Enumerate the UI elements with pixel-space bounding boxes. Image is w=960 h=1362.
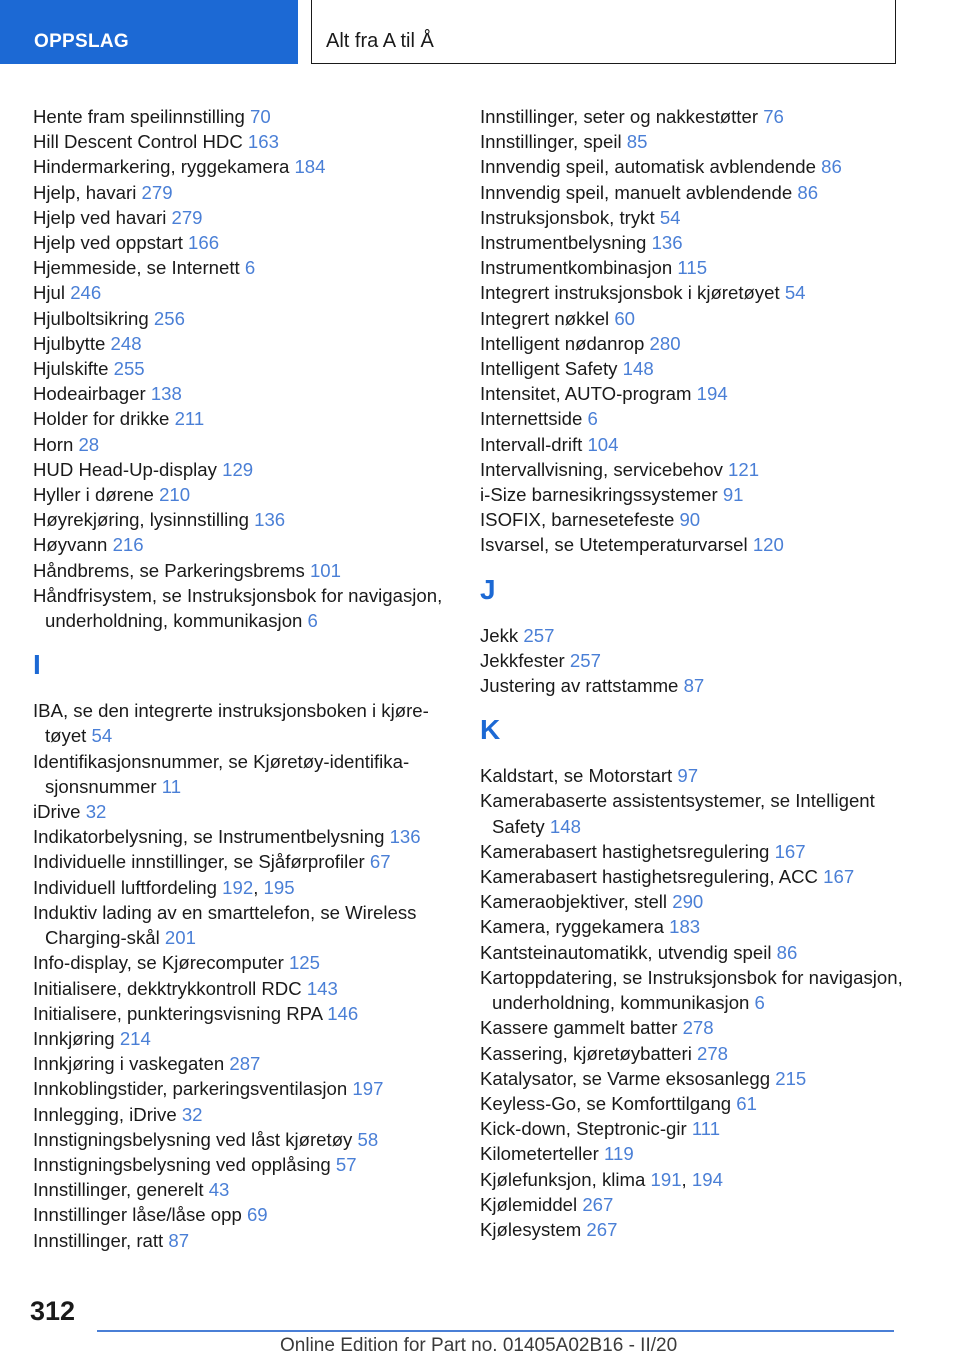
index-term: Innkjøring i vaskegaten	[33, 1053, 230, 1075]
index-term: Intervallvisning, servicebehov	[480, 458, 729, 480]
index-term: Intelligent nødanrop	[480, 332, 650, 354]
index-term: Kaldstart, se Motorstart	[480, 765, 678, 787]
page-reference-link[interactable]: 76	[763, 106, 784, 127]
index-term: Instrumentbelysning	[480, 232, 652, 254]
index-letter-heading: J	[480, 573, 496, 605]
index-term: Individuell luftfordeling	[33, 876, 223, 898]
index-term: Holder for drikke	[33, 408, 175, 430]
index-term: Innstillinger, ratt	[33, 1229, 169, 1251]
page-reference-link[interactable]: 167	[774, 840, 806, 862]
page-reference-link[interactable]: 86	[776, 941, 798, 963]
index-entry	[480, 180, 910, 205]
page-reference-link[interactable]: 201	[164, 927, 196, 949]
index-term: Kassere gammelt batter	[480, 1017, 683, 1039]
page-reference-link[interactable]: 163	[247, 131, 279, 153]
index-entry	[480, 965, 910, 1015]
page-reference-link[interactable]: 214	[119, 1027, 151, 1049]
index-term: Initialisere, dekktrykkontroll RDC	[33, 977, 307, 999]
index-entry	[480, 623, 910, 648]
index-entry	[33, 507, 463, 532]
index-entry	[480, 889, 910, 914]
index-term: Kantsteinautomatikk, utvendig speil	[480, 941, 777, 963]
index-entry	[33, 583, 463, 633]
index-term: Innstillinger, speil	[480, 131, 627, 153]
index-term: Innvendig speil, automatisk avblendende	[480, 156, 822, 178]
index-entry	[33, 230, 463, 255]
page-reference-link[interactable]: 216	[112, 534, 144, 556]
index-entry	[33, 849, 463, 874]
index-entry	[33, 1228, 463, 1253]
index-term: Hjulboltsikring	[33, 307, 154, 329]
index-term: HUD Head-Up-display	[33, 458, 223, 480]
index-term: Kamerabaserte assistentsystemer, se Intelligent Safety	[480, 790, 875, 837]
index-term: Hodeairbager	[33, 383, 151, 405]
index-entry	[33, 356, 463, 381]
index-term: Innvendig speil, manuelt avblendende	[480, 181, 798, 203]
index-entry	[33, 824, 463, 849]
page-reference-link[interactable]: 6	[587, 408, 598, 430]
page-reference-link[interactable]: 278	[682, 1017, 714, 1039]
index-term: Katalysator, se Varme eksosanlegg	[480, 1067, 776, 1089]
index-entry	[33, 180, 463, 205]
page-reference-link[interactable]: 54	[659, 206, 681, 228]
index-term: Initialisere, punkteringsvisning RPA	[33, 1002, 328, 1024]
page-reference-link[interactable]: 136	[389, 826, 421, 848]
page-reference-link[interactable]: 195	[263, 876, 295, 898]
page-reference-link[interactable]: 197	[352, 1078, 384, 1100]
index-term: IBA, se den integrerte instruksjonsboken i kjøretøyet	[33, 700, 429, 747]
index-entry	[480, 205, 910, 230]
page-reference-link[interactable]: 267	[586, 1218, 618, 1240]
page-reference-link[interactable]: 138	[150, 383, 182, 405]
index-entry	[33, 457, 463, 482]
index-entry	[33, 154, 463, 179]
page-reference-link[interactable]: 136	[254, 509, 286, 531]
index-entry	[480, 154, 910, 179]
index-entry	[480, 914, 910, 939]
page-reference-link[interactable]: 183	[669, 916, 701, 938]
index-term: Hjelp ved havari	[33, 206, 172, 228]
index-entry	[33, 698, 463, 748]
index-entry	[480, 839, 910, 864]
page-reference-link[interactable]: 211	[174, 408, 205, 430]
page-reference-link[interactable]: 280	[649, 332, 681, 354]
index-term: i-Size barnesikringssystemer	[480, 484, 723, 506]
index-entry	[480, 129, 910, 154]
index-entry	[33, 331, 463, 356]
index-term: Identifikasjonsnummer, se Kjøretøy-identifikasjonsnummer	[33, 750, 410, 797]
index-entry	[33, 950, 463, 975]
page-reference-link[interactable]: 54	[91, 725, 113, 747]
page-reference-link[interactable]: 120	[752, 534, 784, 556]
index-term: Innkoblingstider, parkeringsventilasjon	[33, 1078, 353, 1100]
index-term: Hjulskifte	[33, 358, 114, 380]
index-term: Innstigningsbelysning ved opplåsing	[33, 1153, 336, 1175]
index-term: Hjelp ved oppstart	[33, 232, 189, 254]
index-term: Keyless-Go, se Komforttilgang	[480, 1092, 737, 1114]
index-term: Hjulbytte	[33, 332, 111, 354]
page-reference-link[interactable]: 87	[168, 1229, 190, 1251]
page-reference-link[interactable]: 90	[679, 509, 701, 531]
index-term: Kamerabasert hastighetsregulering	[480, 840, 775, 862]
page-reference-link[interactable]: 146	[327, 1002, 359, 1024]
index-term: Innstigningsbelysning ved låst kjøretøy	[33, 1128, 358, 1150]
page-reference-link[interactable]: 57	[335, 1153, 357, 1175]
index-entry	[480, 356, 910, 381]
page-reference-link[interactable]: 101	[309, 559, 341, 581]
index-term: Kjølesystem	[480, 1218, 587, 1240]
page-number: 312	[30, 1296, 76, 1326]
page-reference-link[interactable]: 215	[775, 1067, 807, 1089]
index-entry	[33, 1127, 463, 1152]
index-entry	[33, 976, 463, 1001]
index-entry	[480, 788, 910, 838]
index-entry	[480, 457, 910, 482]
index-entry	[480, 532, 910, 557]
index-term: Instrumentkombinasjon	[480, 257, 678, 279]
index-entry	[33, 1076, 463, 1101]
page-reference-link[interactable]: 104	[587, 433, 619, 455]
index-entry	[480, 648, 910, 673]
index-entry	[480, 763, 910, 788]
index-term: Internettside	[480, 408, 588, 430]
index-entry	[33, 280, 463, 305]
page-reference-link[interactable]: 257	[523, 624, 555, 646]
page-reference-link[interactable]: 32	[181, 1103, 203, 1125]
index-term: Innstillinger, seter og nakkestøtter	[480, 106, 764, 127]
index-entry	[33, 482, 463, 507]
page-reference-link[interactable]: 148	[622, 358, 654, 380]
index-term: Horn	[33, 433, 79, 455]
index-entry	[33, 900, 463, 950]
page-reference-link[interactable]: 111	[691, 1118, 721, 1140]
page-reference-link[interactable]: 191	[650, 1168, 682, 1190]
index-term: Justering av rattstamme	[480, 675, 684, 697]
index-entry: Individuell luftfordeling 192, 195	[33, 876, 295, 898]
index-entry	[480, 432, 910, 457]
chapter-title: Alt fra A til Å	[311, 0, 896, 64]
index-entry	[480, 864, 910, 889]
page-reference-link[interactable]: 70	[250, 106, 271, 127]
page-reference-link[interactable]: 184	[294, 156, 326, 178]
page-reference-link[interactable]: 255	[113, 358, 145, 380]
index-column-left	[33, 104, 463, 1253]
index-entry	[33, 1102, 463, 1127]
index-term: Hjelp, havari	[33, 181, 142, 203]
index-entry	[33, 1202, 463, 1227]
footer-divider	[97, 1330, 894, 1332]
index-entry	[480, 1091, 910, 1116]
index-term: ISOFIX, barnesetefeste	[480, 509, 680, 531]
page-reference-link[interactable]: 58	[357, 1128, 379, 1150]
index-entry	[480, 381, 910, 406]
page-reference-link[interactable]: 115	[677, 257, 708, 279]
index-entry	[33, 1026, 463, 1051]
index-term: Intervall-drift	[480, 433, 588, 455]
page-reference-link[interactable]: 6	[244, 257, 256, 279]
index-entry: Kjølefunksjon, klima 191, 194	[480, 1168, 723, 1190]
index-term: Kjølefunksjon, klima	[480, 1168, 651, 1190]
index-entry	[480, 230, 910, 255]
index-entry	[480, 482, 910, 507]
index-term: Hyller i dørene	[33, 484, 160, 506]
index-entry	[33, 1152, 463, 1177]
index-entry	[480, 104, 910, 129]
page-reference-link[interactable]: 246	[70, 282, 102, 304]
page-reference-link[interactable]: 210	[159, 484, 191, 506]
page-reference-link[interactable]: 279	[171, 206, 203, 228]
page-reference-link[interactable]: 148	[549, 815, 581, 837]
index-entry	[480, 306, 910, 331]
edition-footer: Online Edition for Part no. 01405A02B16 - II/20	[280, 1335, 678, 1356]
index-term: Kameraobjektiver, stell	[480, 891, 673, 913]
index-entry	[33, 799, 463, 824]
page-reference-link[interactable]: 6	[307, 610, 318, 632]
page-reference-link[interactable]: 248	[110, 332, 142, 354]
index-term: Kilometerteller	[480, 1143, 605, 1165]
index-term: Innstillinger låse/låse opp	[33, 1204, 247, 1226]
index-term: Hill Descent Control HDC	[33, 131, 248, 153]
index-term: Høyrekjøring, lysinnstilling	[33, 509, 255, 531]
index-term: Instruksjonsbok, trykt	[480, 206, 660, 228]
index-entry	[480, 1066, 910, 1091]
index-term: Info-display, se Kjørecomputer	[33, 952, 289, 974]
page-reference-link[interactable]: 287	[229, 1053, 261, 1075]
page-reference-link[interactable]: 121	[728, 458, 760, 480]
page-reference-link[interactable]: 54	[784, 282, 806, 304]
index-term: Kartoppdatering, se Instruksjonsbok for navigasjon, underholdning, kommunikasjon	[480, 966, 903, 1014]
page-reference-link[interactable]: 129	[222, 458, 254, 480]
page-reference-link[interactable]: 167	[823, 866, 855, 888]
index-entry	[480, 940, 910, 965]
index-entry	[33, 255, 463, 280]
index-entry	[480, 331, 910, 356]
index-entry	[33, 205, 463, 230]
page-reference-link[interactable]: 194	[696, 383, 728, 405]
page-reference-link[interactable]: 278	[697, 1042, 729, 1064]
page-reference-link[interactable]: 97	[677, 765, 699, 787]
page-reference-link[interactable]: 279	[141, 181, 173, 203]
page-reference-link[interactable]: 69	[246, 1204, 268, 1226]
index-term: Integrert instruksjonsbok i kjøretøyet	[480, 282, 785, 304]
index-term: iDrive	[33, 801, 86, 823]
index-entry	[33, 432, 463, 457]
index-term: Hindermarkering, ryggekamera	[33, 156, 295, 178]
index-letter-heading: K	[480, 714, 501, 746]
index-entry	[480, 1015, 910, 1040]
page-reference-link[interactable]: 28	[78, 433, 100, 455]
index-entry	[480, 255, 910, 280]
index-term: Kamera, ryggekamera	[480, 916, 670, 938]
page-reference-link[interactable]: 256	[153, 307, 185, 329]
index-entry	[33, 558, 463, 583]
index-entry	[480, 1192, 910, 1217]
index-entry	[480, 1217, 910, 1242]
index-term: Indikatorbelysning, se Instrumentbelysning	[33, 826, 390, 848]
index-entry	[33, 306, 463, 331]
page-reference-link[interactable]: 91	[722, 484, 744, 506]
index-letter-heading: I	[33, 649, 41, 681]
page-reference-link[interactable]: 143	[306, 977, 338, 999]
index-term: Induktiv lading av en smarttelefon, se Wireless Charging-skål	[33, 901, 417, 949]
page-reference-link[interactable]: 85	[626, 131, 648, 153]
page-reference-link[interactable]: 43	[208, 1179, 230, 1201]
page-reference-link[interactable]: 61	[736, 1092, 757, 1114]
index-term: Høyvann	[33, 534, 113, 556]
page-reference-link[interactable]: 166	[188, 232, 220, 254]
page-reference-link[interactable]: 87	[683, 675, 705, 697]
page-reference-link[interactable]: 290	[672, 891, 704, 913]
page-reference-link[interactable]: 86	[821, 156, 842, 178]
index-term: Jekkfester	[480, 649, 570, 671]
page-header	[0, 0, 960, 66]
index-entry	[33, 532, 463, 557]
section-tab: OPPSLAG	[0, 0, 298, 64]
index-entry	[33, 129, 463, 154]
page-reference-link[interactable]: 60	[614, 307, 636, 329]
index-term: Hente fram speilinnstilling	[33, 106, 251, 127]
index-entry	[33, 1177, 463, 1202]
index-term: Innstillinger, generelt	[33, 1179, 209, 1201]
index-entry	[33, 381, 463, 406]
index-term: Individuelle innstillinger, se Sjåførprofiler	[33, 851, 370, 873]
page-reference-link[interactable]: 6	[754, 992, 765, 1014]
page-reference-link[interactable]: 267	[582, 1193, 614, 1215]
index-term: Integrert nøkkel	[480, 307, 615, 329]
index-term: Innkjøring	[33, 1027, 120, 1049]
page-reference-link[interactable]: 119	[604, 1143, 634, 1165]
index-entry	[33, 1001, 463, 1026]
index-entry	[480, 406, 910, 431]
index-entry	[33, 1051, 463, 1076]
index-term: Håndfrisystem, se Instruksjonsbok for navigasjon, underholdning, kommunikasjon	[33, 584, 443, 632]
index-entry	[33, 406, 463, 431]
index-entry	[480, 1116, 910, 1141]
index-entry	[480, 1041, 910, 1066]
index-term: Innlegging, iDrive	[33, 1103, 182, 1125]
index-term: Kjølemiddel	[480, 1193, 583, 1215]
index-term: Intensitet, AUTO-program	[480, 383, 697, 405]
index-entry	[480, 1141, 910, 1166]
index-term: Håndbrems, se Parkeringsbrems	[33, 559, 310, 581]
index-term: Hjul	[33, 282, 71, 304]
page-reference-link[interactable]: 136	[651, 232, 683, 254]
page-reference-link[interactable]: 192	[222, 876, 254, 898]
index-term: Kamerabasert hastighetsregulering, ACC	[480, 866, 824, 888]
index-entry	[480, 507, 910, 532]
page-reference-link[interactable]: 67	[369, 851, 391, 873]
index-term: Jekk	[480, 624, 524, 646]
index-term: Intelligent Safety	[480, 358, 623, 380]
page-reference-link[interactable]: 257	[569, 649, 601, 671]
page-reference-link[interactable]: 11	[161, 775, 182, 797]
page-reference-link[interactable]: 32	[85, 801, 107, 823]
index-entry	[33, 749, 463, 799]
index-entry	[480, 280, 910, 305]
page-reference-link[interactable]: 86	[797, 181, 819, 203]
index-term: Hjemmeside, se Internett	[33, 257, 245, 279]
index-term: Kick-down, Steptronic-gir	[480, 1118, 692, 1140]
index-column-right	[480, 104, 910, 1242]
index-term: Isvarsel, se Utetemperaturvarsel	[480, 534, 753, 556]
index-term: Kassering, kjøretøybatteri	[480, 1042, 697, 1064]
page-reference-link[interactable]: 125	[288, 952, 320, 974]
index-entry	[33, 104, 463, 129]
page-reference-link[interactable]: 194	[691, 1168, 723, 1190]
index-entry	[480, 673, 910, 698]
